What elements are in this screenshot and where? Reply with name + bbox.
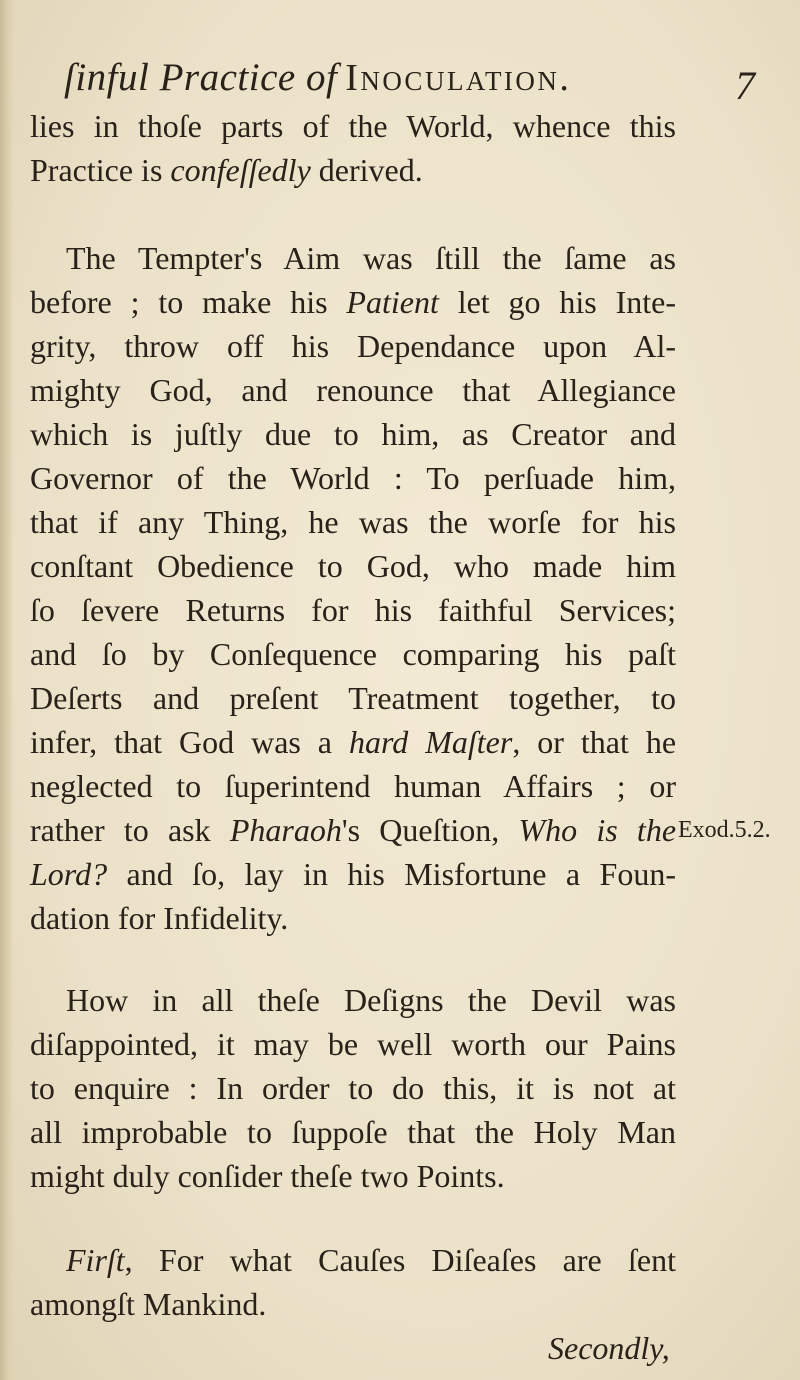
text-line: amongſt Mankind. xyxy=(30,1286,267,1322)
text-line: which is juſtly due to him, as Creator and xyxy=(30,416,676,452)
text-line: before ; to make his Patient let go his Inte- xyxy=(30,284,677,320)
running-head-caps: Inoculation. xyxy=(345,57,572,99)
text-line: diſappointed, it may be well worth our Pains xyxy=(30,1026,676,1062)
running-head-italic: ſinful Practice of xyxy=(64,56,338,99)
text-line: Firſt, For what Cauſes Diſeaſes are ſent xyxy=(66,1242,676,1278)
text-line: conſtant Obedience to God, who made him xyxy=(30,548,676,584)
text-line: grity, throw off his Dependance upon Al- xyxy=(30,328,676,364)
text-line: might duly conſider theſe two Points. xyxy=(30,1158,505,1194)
text-line: infer, that God was a hard Maſter, or that he xyxy=(30,724,677,760)
text-line: to enquire : In order to do this, it is not at xyxy=(30,1070,676,1106)
text-line: mighty God, and renounce that Allegiance xyxy=(30,372,676,408)
text-line: Practice is confeſſedly derived. xyxy=(30,152,423,188)
text-line: The Tempter's Aim was ſtill the ſame as xyxy=(66,240,676,276)
text-line: rather to ask Pharaoh's Queſtion, Who is the xyxy=(30,812,677,848)
text-line: ſo ſevere Returns for his faithful Services; xyxy=(30,592,676,628)
text-line: How in all theſe Deſigns the Devil was xyxy=(66,982,676,1018)
text-line: that if any Thing, he was the worſe for his xyxy=(30,504,676,540)
catchword: Secondly, xyxy=(548,1330,670,1366)
text-line: Deſerts and preſent Treatment together, to xyxy=(30,680,676,716)
text-line: Lord? and ſo, lay in his Misfortune a Foun- xyxy=(30,856,676,892)
text-line: Governor of the World : To perſuade him, xyxy=(30,460,676,496)
text-line: neglected to ſuperintend human Affairs ; or xyxy=(30,768,676,804)
page-number: 7 xyxy=(735,63,755,108)
text-line: dation for Infidelity. xyxy=(30,900,289,936)
page-binding-shadow xyxy=(0,0,14,1380)
margin-note: Exod.5.2. xyxy=(678,817,771,843)
text-line: all improbable to ſuppoſe that the Holy Man xyxy=(30,1114,676,1150)
text-line: and ſo by Conſequence comparing his paſt xyxy=(30,636,676,672)
text-line: lies in thoſe parts of the World, whence this xyxy=(30,108,676,144)
